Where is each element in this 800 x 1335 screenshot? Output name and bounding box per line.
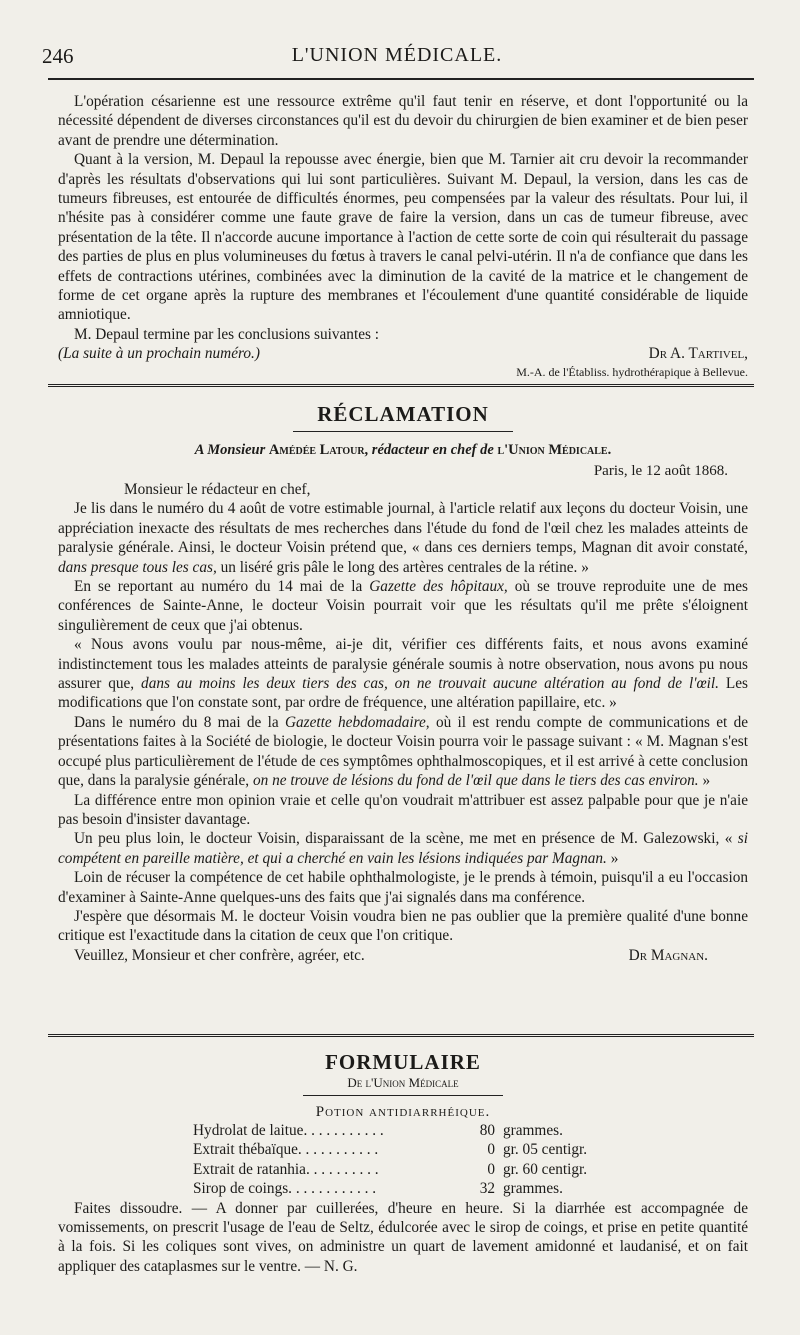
paragraph: L'opération césarienne est une ressource extrême qu'il faut tenir en réserve, et dont l'opportunité ou la nécessité dépendent de diverses circonstances qu'il est du devoir du chirurgien de bien examiner et de bien peser avant de prendre une détermination.: [58, 93, 748, 149]
closing-row: [58, 946, 748, 965]
ingredient-row: Extrait de ratanhia. . . . . . . . . . 0 gr. 60 centigr.: [193, 1160, 588, 1178]
recipe-instructions: Faites dissoudre. — A donner par cuillerées, d'heure en heure. Si la diarrhée est accompagnée de vomissements, on prescrit l'usage de l'eau de Seltz, édulcorée avec le sirop de coings, et prise en petite quantité à la fois. Si les coliques sont vives, on administre un quart de lavement amidonné et laudanisé, et on fait appliquer des cataplasmes sur le ventre. — N. G.: [58, 1199, 748, 1275]
paragraph: Quant à la version, M. Depaul la repousse avec énergie, bien que M. Tarnier ait cru devoir la recommander d'après les résultats d'observations qui lui sont particulières. Suivant M. Depaul, la version, dans les cas de tumeurs fibreuses, est entourée de difficultés énormes, peu compensées par la valeur des résultats. Pour lui, il n'hésite pas à considérer comme une faute grave de faire la version, dans un cas de tumeur fibreuse, avec présentation de la tête. Il n'accorde aucune importance à l'action de cette sorte de coin qui résulterait du passage des parties de plus en plus volumineuses du fœtus à travers le canal pelvi-utérin. Il n'a de confiance que dans les effets de contractions utérines, combinées avec la diminution de la cavité de la matrice et le changement de forme de cet organe après la rupture des membranes et l'écoulement d'une quantité considérable de liquide amniotique.: [58, 151, 748, 324]
addressee-line: A Monsieur Amédée Latour, rédacteur en chef de l'Union Médicale.: [194, 442, 612, 458]
page-number: 246: [42, 44, 74, 68]
ingredient-list: [193, 1121, 613, 1199]
reclamation-title: RÉCLAMATION: [317, 402, 489, 426]
continuation-note: (La suite à un prochain numéro.): [58, 345, 260, 363]
ingredient-row: Sirop de coings. . . . . . . . . . . . 32 grammes.: [193, 1180, 563, 1198]
signature-row: [58, 344, 748, 363]
paragraph: La différence entre mon opinion vraie et celle qu'on voudrait m'attribuer est assez palpable pour que je n'aie pas besoin d'insister davantage.: [58, 791, 748, 828]
section-divider: [48, 1034, 754, 1037]
title-underline: [293, 431, 513, 432]
recipe-title: Potion antidiarrhéique.: [315, 1104, 491, 1120]
paragraph: « Nous avons voulu par nous-même, ai-je dit, vérifier ces différents faits, et nous avons examiné indistinctement tous les malades atteints de paralysie générale soumis à notre observation, nous avons pu nous assurer que, dans au moins les deux tiers des cas, on ne trouvait aucune altération au fond de l'œil. Les modifications que l'on constate sont, par ordre de fréquence, une altération papillaire, etc. »: [58, 636, 748, 712]
ingredient-row: Extrait thébaïque. . . . . . . . . . . 0 gr. 05 centigr.: [193, 1141, 588, 1159]
formulaire-section: [58, 1050, 748, 1276]
paragraph: Dans le numéro du 8 mai de la Gazette hebdomadaire, où il est rendu compte de communications et de présentations faites à la Société de biologie, le docteur Voisin pourra voir le passage suivant : « M. Magnan s'est occupé plus particulièrement de l'étude de ces symptômes ophthalmoscopiques, et il est arrivé à cette conclusion que, dans la paralysie générale, on ne trouve de lésions du fond de l'œil que dans le tiers des cas environ. »: [58, 713, 749, 790]
title-underline: [303, 1095, 503, 1096]
ingredient-row: Hydrolat de laitue. . . . . . . . . . . 80 grammes.: [193, 1122, 563, 1139]
running-header: [42, 44, 752, 74]
letter-date: Paris, le 12 août 1868.: [593, 463, 728, 479]
formulaire-title: FORMULAIRE: [325, 1050, 481, 1074]
paragraph: Je lis dans le numéro du 4 août de votre estimable journal, à l'article relatif aux leçons du docteur Voisin, une appréciation inexacte des résultats de mes recherches dans l'étude du fond de l'œil chez les malades atteints de paralysie générale. Ainsi, le docteur Voisin prétend que, « dans ces derniers temps, Magnan dit avoir constaté, dans presque tous les cas, un liséré gris pâle le long des artères centrales de la rétine. »: [58, 500, 748, 576]
paragraph: M. Depaul termine par les conclusions suivantes :: [74, 325, 380, 343]
section-divider: [48, 384, 754, 387]
paragraph: J'espère que désormais M. le docteur Voisin voudra bien ne pas oublier que la première qualité d'une bonne critique est l'exactitude dans la citation de ceux que l'on critique.: [58, 907, 748, 945]
running-title: L'UNION MÉDICALE.: [291, 44, 503, 66]
author-affiliation: M.-A. de l'Établiss. hydrothérapique à Bellevue.: [516, 364, 748, 379]
formulaire-subtitle: De l'Union Médicale: [347, 1075, 459, 1090]
salutation: Monsieur le rédacteur en chef,: [124, 481, 311, 498]
paragraph: Un peu plus loin, le docteur Voisin, disparaissant de la scène, me met en présence de M. Galezowski, « si compétent en pareille matière, et qui a cherché en vain les lésions indiquées par Magnan. »: [58, 830, 748, 867]
closing-formula: Veuillez, Monsieur et cher confrère, agréer, etc.: [74, 946, 365, 964]
author-signature: Dr A. Tartivel,: [648, 345, 748, 363]
article-continuation: [58, 92, 748, 380]
reclamation-section: [58, 402, 748, 965]
paragraph: Loin de récuser la compétence de cet habile ophthalmologiste, je le prends à témoin, puisqu'il a eu l'occasion d'examiner à Sainte-Anne quelques-uns des faits que j'ai signalés dans ma conférence.: [58, 869, 748, 906]
paragraph: En se reportant au numéro du 14 mai de la Gazette des hôpitaux, où se trouve reproduite une de mes conférences de Sainte-Anne, le docteur Voisin pourrait voir que les résultats qu'il me prête s'éloignent singulièrement de ceux que j'ai obtenus.: [58, 578, 748, 634]
header-rule: [48, 78, 754, 80]
letter-signature: Dr Magnan.: [628, 946, 708, 964]
